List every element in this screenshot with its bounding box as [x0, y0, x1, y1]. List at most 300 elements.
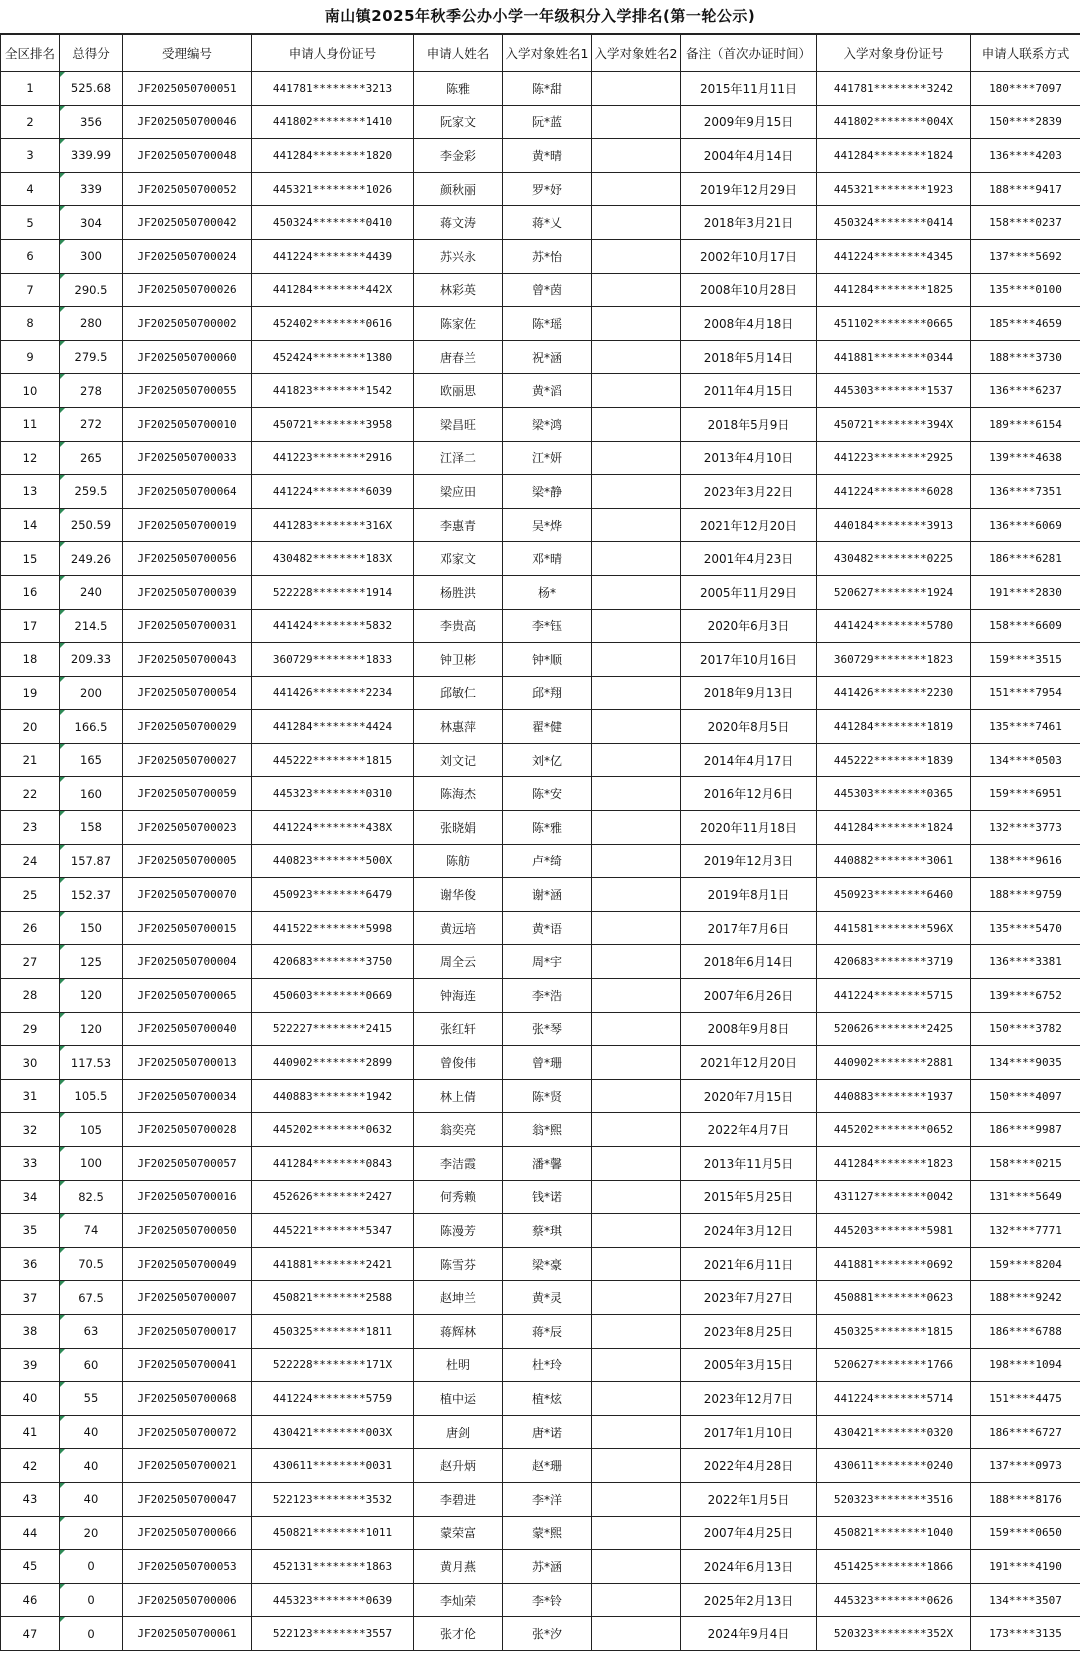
rank-cell: 32 [1, 1113, 60, 1147]
table-row [1, 475, 1080, 509]
phone-cell: 136****4203 [971, 139, 1080, 173]
rank-cell: 35 [1, 1214, 60, 1248]
student-name-2-cell [592, 273, 681, 307]
rank-cell: 42 [1, 1449, 60, 1483]
phone-cell: 186****9987 [971, 1113, 1080, 1147]
application-no-cell: JF2025050700072 [123, 1415, 252, 1449]
remark-cell: 2017年7月6日 [681, 911, 817, 945]
col-header-score: 总得分 [60, 35, 123, 72]
rank-cell: 37 [1, 1281, 60, 1315]
rank-cell: 46 [1, 1583, 60, 1617]
score-cell: 214.5 [60, 609, 123, 643]
rank-cell: 12 [1, 441, 60, 475]
applicant-name-cell: 邱敏仁 [414, 676, 503, 710]
score-cell: 290.5 [60, 273, 123, 307]
student-id-cell: 441284********1825 [817, 273, 971, 307]
table-row [1, 609, 1080, 643]
student-name-2-cell [592, 374, 681, 408]
applicant-id-cell: 522228********171X [252, 1348, 414, 1382]
remark-cell: 2008年9月8日 [681, 1012, 817, 1046]
table-row [1, 172, 1080, 206]
student-id-cell: 450324********0414 [817, 206, 971, 240]
col-header-student-id: 入学对象身份证号 [817, 35, 971, 72]
remark-cell: 2019年12月29日 [681, 172, 817, 206]
applicant-name-cell: 蒋文涛 [414, 206, 503, 240]
application-no-cell: JF2025050700070 [123, 878, 252, 912]
table-row [1, 1449, 1080, 1483]
phone-cell: 150****4097 [971, 1079, 1080, 1113]
student-name-1-cell: 陈*雅 [503, 811, 592, 845]
score-cell: 125 [60, 945, 123, 979]
applicant-name-cell: 林彩英 [414, 273, 503, 307]
phone-cell: 159****6951 [971, 777, 1080, 811]
student-id-cell: 441802********004X [817, 105, 971, 139]
applicant-id-cell: 450821********1011 [252, 1516, 414, 1550]
student-name-1-cell: 张*汐 [503, 1617, 592, 1651]
applicant-name-cell: 张晓娟 [414, 811, 503, 845]
header-row [1, 35, 1080, 72]
table-row [1, 206, 1080, 240]
table-row [1, 1079, 1080, 1113]
applicant-name-cell: 邓家文 [414, 542, 503, 576]
applicant-name-cell: 颜秋丽 [414, 172, 503, 206]
applicant-name-cell: 蒋辉林 [414, 1314, 503, 1348]
applicant-name-cell: 谢华俊 [414, 878, 503, 912]
student-name-2-cell [592, 1415, 681, 1449]
applicant-id-cell: 430482********183X [252, 542, 414, 576]
student-name-2-cell [592, 72, 681, 106]
score-cell: 250.59 [60, 508, 123, 542]
application-no-cell: JF2025050700055 [123, 374, 252, 408]
remark-cell: 2017年1月10日 [681, 1415, 817, 1449]
application-no-cell: JF2025050700033 [123, 441, 252, 475]
applicant-name-cell: 杜明 [414, 1348, 503, 1382]
remark-cell: 2020年11月18日 [681, 811, 817, 845]
student-id-cell: 441284********1824 [817, 811, 971, 845]
remark-cell: 2018年6月14日 [681, 945, 817, 979]
student-name-2-cell [592, 1348, 681, 1382]
student-name-1-cell: 阮*蓝 [503, 105, 592, 139]
applicant-id-cell: 450324********0410 [252, 206, 414, 240]
applicant-id-cell: 441424********5832 [252, 609, 414, 643]
remark-cell: 2007年6月26日 [681, 979, 817, 1013]
application-no-cell: JF2025050700016 [123, 1180, 252, 1214]
student-name-1-cell: 黄*滔 [503, 374, 592, 408]
student-name-2-cell [592, 911, 681, 945]
applicant-id-cell: 420683********3750 [252, 945, 414, 979]
student-id-cell: 430421********0320 [817, 1415, 971, 1449]
applicant-name-cell: 曾俊伟 [414, 1046, 503, 1080]
score-cell: 20 [60, 1516, 123, 1550]
student-name-1-cell: 陈*甜 [503, 72, 592, 106]
remark-cell: 2024年9月4日 [681, 1617, 817, 1651]
applicant-id-cell: 441224********5759 [252, 1382, 414, 1416]
applicant-id-cell: 522123********3557 [252, 1617, 414, 1651]
student-name-1-cell: 赵*珊 [503, 1449, 592, 1483]
student-name-1-cell: 苏*怡 [503, 239, 592, 273]
rank-cell: 47 [1, 1617, 60, 1651]
student-name-1-cell: 梁*鸿 [503, 407, 592, 441]
phone-cell: 151****7954 [971, 676, 1080, 710]
student-name-2-cell [592, 1583, 681, 1617]
applicant-id-cell: 445222********1815 [252, 743, 414, 777]
rank-cell: 9 [1, 340, 60, 374]
rank-cell: 8 [1, 307, 60, 341]
application-no-cell: JF2025050700053 [123, 1550, 252, 1584]
rank-cell: 2 [1, 105, 60, 139]
applicant-id-cell: 452424********1380 [252, 340, 414, 374]
application-no-cell: JF2025050700060 [123, 340, 252, 374]
student-name-2-cell [592, 1314, 681, 1348]
student-id-cell: 360729********1823 [817, 643, 971, 677]
phone-cell: 132****7771 [971, 1214, 1080, 1248]
table-row [1, 1415, 1080, 1449]
table-row [1, 1012, 1080, 1046]
remark-cell: 2023年12月7日 [681, 1382, 817, 1416]
student-id-cell: 420683********3719 [817, 945, 971, 979]
table-row [1, 407, 1080, 441]
application-no-cell: JF2025050700057 [123, 1147, 252, 1181]
student-name-1-cell: 谢*涵 [503, 878, 592, 912]
phone-cell: 136****6237 [971, 374, 1080, 408]
student-name-2-cell [592, 643, 681, 677]
score-cell: 339 [60, 172, 123, 206]
applicant-name-cell: 陈家佐 [414, 307, 503, 341]
student-id-cell: 520323********3516 [817, 1482, 971, 1516]
student-name-1-cell: 刘*亿 [503, 743, 592, 777]
table-row [1, 1214, 1080, 1248]
student-name-1-cell: 梁*静 [503, 475, 592, 509]
remark-cell: 2023年7月27日 [681, 1281, 817, 1315]
student-name-1-cell: 吴*烨 [503, 508, 592, 542]
student-id-cell: 441424********5780 [817, 609, 971, 643]
applicant-name-cell: 李惠青 [414, 508, 503, 542]
table-row [1, 1113, 1080, 1147]
table-row [1, 676, 1080, 710]
student-id-cell: 445303********0365 [817, 777, 971, 811]
score-cell: 120 [60, 1012, 123, 1046]
application-no-cell: JF2025050700006 [123, 1583, 252, 1617]
remark-cell: 2019年12月3日 [681, 844, 817, 878]
rank-cell: 17 [1, 609, 60, 643]
student-name-2-cell [592, 1482, 681, 1516]
student-id-cell: 441284********1824 [817, 139, 971, 173]
table-row [1, 710, 1080, 744]
remark-cell: 2007年4月25日 [681, 1516, 817, 1550]
phone-cell: 150****3782 [971, 1012, 1080, 1046]
student-name-1-cell: 蔡*琪 [503, 1214, 592, 1248]
phone-cell: 132****3773 [971, 811, 1080, 845]
score-cell: 272 [60, 407, 123, 441]
student-id-cell: 441284********1819 [817, 710, 971, 744]
applicant-id-cell: 360729********1833 [252, 643, 414, 677]
score-cell: 55 [60, 1382, 123, 1416]
phone-cell: 139****6752 [971, 979, 1080, 1013]
application-no-cell: JF2025050700031 [123, 609, 252, 643]
phone-cell: 135****5470 [971, 911, 1080, 945]
student-name-1-cell: 杨* [503, 575, 592, 609]
phone-cell: 189****6154 [971, 407, 1080, 441]
applicant-name-cell: 梁应田 [414, 475, 503, 509]
student-name-2-cell [592, 441, 681, 475]
applicant-name-cell: 李贵高 [414, 609, 503, 643]
remark-cell: 2018年5月14日 [681, 340, 817, 374]
applicant-name-cell: 何秀赖 [414, 1180, 503, 1214]
student-id-cell: 451102********0665 [817, 307, 971, 341]
student-name-2-cell [592, 1180, 681, 1214]
student-name-2-cell [592, 945, 681, 979]
score-cell: 0 [60, 1583, 123, 1617]
remark-cell: 2004年4月14日 [681, 139, 817, 173]
application-no-cell: JF2025050700041 [123, 1348, 252, 1382]
applicant-name-cell: 黄月燕 [414, 1550, 503, 1584]
applicant-id-cell: 450923********6479 [252, 878, 414, 912]
table-row [1, 911, 1080, 945]
student-name-1-cell: 江*妍 [503, 441, 592, 475]
phone-cell: 186****6727 [971, 1415, 1080, 1449]
student-id-cell: 441224********5714 [817, 1382, 971, 1416]
application-no-cell: JF2025050700064 [123, 475, 252, 509]
applicant-name-cell: 林惠萍 [414, 710, 503, 744]
applicant-id-cell: 441283********316X [252, 508, 414, 542]
applicant-id-cell: 450603********0669 [252, 979, 414, 1013]
table-row [1, 340, 1080, 374]
application-no-cell: JF2025050700021 [123, 1449, 252, 1483]
rank-cell: 14 [1, 508, 60, 542]
applicant-id-cell: 441781********3213 [252, 72, 414, 106]
score-cell: 67.5 [60, 1281, 123, 1315]
remark-cell: 2008年10月28日 [681, 273, 817, 307]
applicant-id-cell: 441881********2421 [252, 1247, 414, 1281]
score-cell: 70.5 [60, 1247, 123, 1281]
score-cell: 82.5 [60, 1180, 123, 1214]
phone-cell: 188****9759 [971, 878, 1080, 912]
student-name-2-cell [592, 1147, 681, 1181]
student-name-1-cell: 陈*贤 [503, 1079, 592, 1113]
student-name-1-cell: 杜*玲 [503, 1348, 592, 1382]
remark-cell: 2021年6月11日 [681, 1247, 817, 1281]
student-id-cell: 441781********3242 [817, 72, 971, 106]
applicant-id-cell: 522228********1914 [252, 575, 414, 609]
student-name-2-cell [592, 407, 681, 441]
student-name-1-cell: 植*炫 [503, 1382, 592, 1416]
rank-cell: 33 [1, 1147, 60, 1181]
applicant-name-cell: 张才伦 [414, 1617, 503, 1651]
student-id-cell: 445323********0626 [817, 1583, 971, 1617]
application-no-cell: JF2025050700002 [123, 307, 252, 341]
student-name-2-cell [592, 508, 681, 542]
remark-cell: 2005年3月15日 [681, 1348, 817, 1382]
col-header-phone: 申请人联系方式 [971, 35, 1080, 72]
phone-cell: 180****7097 [971, 72, 1080, 106]
student-id-cell: 520626********2425 [817, 1012, 971, 1046]
table-row [1, 1583, 1080, 1617]
student-name-1-cell: 卢*绮 [503, 844, 592, 878]
application-no-cell: JF2025050700015 [123, 911, 252, 945]
applicant-id-cell: 430611********0031 [252, 1449, 414, 1483]
student-name-2-cell [592, 710, 681, 744]
student-name-2-cell [592, 777, 681, 811]
student-name-1-cell: 翟*健 [503, 710, 592, 744]
application-no-cell: JF2025050700026 [123, 273, 252, 307]
remark-cell: 2019年8月1日 [681, 878, 817, 912]
table-row [1, 743, 1080, 777]
score-cell: 105 [60, 1113, 123, 1147]
remark-cell: 2005年11月29日 [681, 575, 817, 609]
score-cell: 259.5 [60, 475, 123, 509]
student-name-2-cell [592, 1617, 681, 1651]
application-no-cell: JF2025050700068 [123, 1382, 252, 1416]
applicant-name-cell: 陈漫芳 [414, 1214, 503, 1248]
applicant-id-cell: 441224********438X [252, 811, 414, 845]
score-cell: 40 [60, 1449, 123, 1483]
table-row [1, 575, 1080, 609]
student-name-1-cell: 李*钰 [503, 609, 592, 643]
score-cell: 300 [60, 239, 123, 273]
student-id-cell: 441224********6028 [817, 475, 971, 509]
remark-cell: 2014年4月17日 [681, 743, 817, 777]
applicant-name-cell: 杨胜洪 [414, 575, 503, 609]
application-no-cell: JF2025050700005 [123, 844, 252, 878]
sheet-title: 南山镇2025年秋季公办小学一年级积分入学排名(第一轮公示) [0, 0, 1080, 34]
application-no-cell: JF2025050700040 [123, 1012, 252, 1046]
phone-cell: 188****9417 [971, 172, 1080, 206]
table-row [1, 643, 1080, 677]
remark-cell: 2018年9月13日 [681, 676, 817, 710]
applicant-name-cell: 陈雅 [414, 72, 503, 106]
phone-cell: 191****4190 [971, 1550, 1080, 1584]
student-id-cell: 441881********0344 [817, 340, 971, 374]
application-no-cell: JF2025050700061 [123, 1617, 252, 1651]
phone-cell: 158****6609 [971, 609, 1080, 643]
table-row [1, 811, 1080, 845]
applicant-id-cell: 441224********4439 [252, 239, 414, 273]
applicant-id-cell: 441224********6039 [252, 475, 414, 509]
applicant-name-cell: 李灿荣 [414, 1583, 503, 1617]
table-row [1, 1281, 1080, 1315]
table-row [1, 777, 1080, 811]
score-cell: 105.5 [60, 1079, 123, 1113]
rank-cell: 21 [1, 743, 60, 777]
student-name-1-cell: 潘*馨 [503, 1147, 592, 1181]
remark-cell: 2021年12月20日 [681, 508, 817, 542]
student-id-cell: 441223********2925 [817, 441, 971, 475]
application-no-cell: JF2025050700056 [123, 542, 252, 576]
student-name-1-cell: 邓*晴 [503, 542, 592, 576]
score-cell: 117.53 [60, 1046, 123, 1080]
student-name-2-cell [592, 105, 681, 139]
phone-cell: 138****9616 [971, 844, 1080, 878]
application-no-cell: JF2025050700046 [123, 105, 252, 139]
score-cell: 280 [60, 307, 123, 341]
rank-cell: 44 [1, 1516, 60, 1550]
applicant-id-cell: 452402********0616 [252, 307, 414, 341]
remark-cell: 2008年4月18日 [681, 307, 817, 341]
student-id-cell: 450881********0623 [817, 1281, 971, 1315]
phone-cell: 159****8204 [971, 1247, 1080, 1281]
rank-cell: 4 [1, 172, 60, 206]
score-cell: 157.87 [60, 844, 123, 878]
student-name-1-cell: 钟*顺 [503, 643, 592, 677]
col-header-student-name-2: 入学对象姓名2 [592, 35, 681, 72]
col-header-applicant-id: 申请人身份证号 [252, 35, 414, 72]
applicant-name-cell: 陈雪芬 [414, 1247, 503, 1281]
student-name-2-cell [592, 743, 681, 777]
rank-cell: 36 [1, 1247, 60, 1281]
rank-cell: 25 [1, 878, 60, 912]
col-header-applicant-name: 申请人姓名 [414, 35, 503, 72]
rank-cell: 43 [1, 1482, 60, 1516]
rank-cell: 5 [1, 206, 60, 240]
remark-cell: 2021年12月20日 [681, 1046, 817, 1080]
remark-cell: 2023年3月22日 [681, 475, 817, 509]
applicant-name-cell: 欧丽思 [414, 374, 503, 408]
application-no-cell: JF2025050700017 [123, 1314, 252, 1348]
student-id-cell: 440882********3061 [817, 844, 971, 878]
phone-cell: 137****5692 [971, 239, 1080, 273]
student-name-1-cell: 钱*诺 [503, 1180, 592, 1214]
remark-cell: 2018年5月9日 [681, 407, 817, 441]
student-id-cell: 450325********1815 [817, 1314, 971, 1348]
applicant-name-cell: 刘文记 [414, 743, 503, 777]
remark-cell: 2024年6月13日 [681, 1550, 817, 1584]
student-name-2-cell [592, 475, 681, 509]
table-row [1, 508, 1080, 542]
remark-cell: 2020年8月5日 [681, 710, 817, 744]
applicant-name-cell: 阮家文 [414, 105, 503, 139]
table-row [1, 72, 1080, 106]
student-name-1-cell: 苏*涵 [503, 1550, 592, 1584]
student-id-cell: 520323********352X [817, 1617, 971, 1651]
application-no-cell: JF2025050700048 [123, 139, 252, 173]
student-id-cell: 441224********4345 [817, 239, 971, 273]
student-name-2-cell [592, 1550, 681, 1584]
student-name-2-cell [592, 979, 681, 1013]
student-name-2-cell [592, 1247, 681, 1281]
remark-cell: 2023年8月25日 [681, 1314, 817, 1348]
student-name-1-cell: 黄*灵 [503, 1281, 592, 1315]
application-no-cell: JF2025050700027 [123, 743, 252, 777]
score-cell: 0 [60, 1617, 123, 1651]
application-no-cell: JF2025050700043 [123, 643, 252, 677]
table-row [1, 1314, 1080, 1348]
application-no-cell: JF2025050700029 [123, 710, 252, 744]
table-row [1, 139, 1080, 173]
table-row [1, 374, 1080, 408]
rank-cell: 34 [1, 1180, 60, 1214]
table-row [1, 878, 1080, 912]
applicant-id-cell: 441284********0843 [252, 1147, 414, 1181]
applicant-id-cell: 440823********500X [252, 844, 414, 878]
student-id-cell: 441581********596X [817, 911, 971, 945]
applicant-name-cell: 蒙荣富 [414, 1516, 503, 1550]
applicant-id-cell: 441823********1542 [252, 374, 414, 408]
student-id-cell: 450923********6460 [817, 878, 971, 912]
student-id-cell: 430611********0240 [817, 1449, 971, 1483]
student-name-1-cell: 李*浩 [503, 979, 592, 1013]
rank-cell: 30 [1, 1046, 60, 1080]
phone-cell: 186****6788 [971, 1314, 1080, 1348]
student-name-2-cell [592, 1382, 681, 1416]
table-row [1, 1247, 1080, 1281]
table-row [1, 239, 1080, 273]
table-row [1, 307, 1080, 341]
applicant-name-cell: 钟海连 [414, 979, 503, 1013]
rank-cell: 40 [1, 1382, 60, 1416]
score-cell: 158 [60, 811, 123, 845]
applicant-name-cell: 江泽二 [414, 441, 503, 475]
applicant-id-cell: 452131********1863 [252, 1550, 414, 1584]
